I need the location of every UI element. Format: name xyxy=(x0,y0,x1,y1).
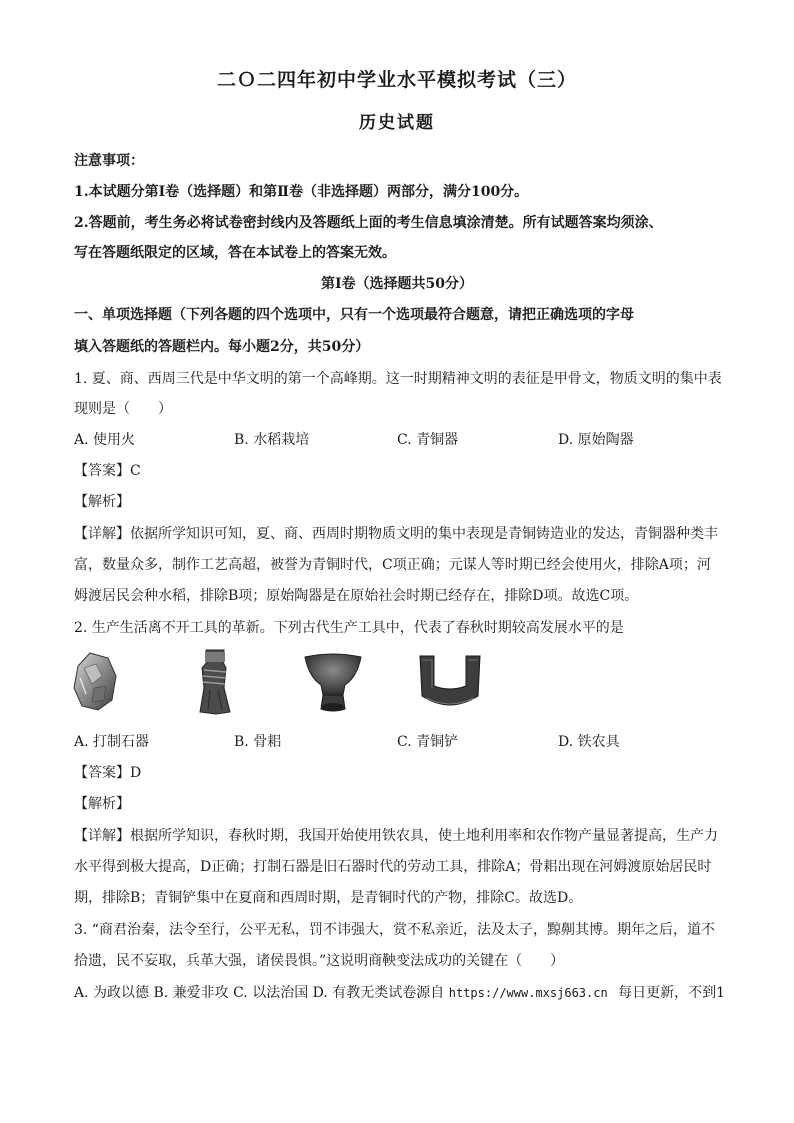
stone-tool-icon xyxy=(72,650,118,712)
q3-stem-line-2: 拾遗，民不妄取，兵革大强，诸侯畏惧。”这说明商鞅变法成功的关键在（ ） xyxy=(74,953,565,969)
q1-detail-line-3: 姆渡居民会种水稻，排除B项；原始陶器是在原始社会时期已经存在，排除D项。故选C项。 xyxy=(74,588,639,604)
q2-stem: 2. 生产生活离不开工具的革新。下列古代生产工具中，代表了春秋时期较高发展水平的是 xyxy=(74,620,624,636)
q3-stem-line-1: 3. “商君治秦，法令至行，公平无私，罚不讳强大，赏不私亲近，法及太子，黥劓其博。期年之后，道不 xyxy=(74,922,715,938)
q1-detail-line-2: 富，数量众多，制作工艺高超，被誉为青铜时代，C项正确；元谋人等时期已经会使用火，排除A项；河 xyxy=(74,557,711,573)
part-instruction-line-1: 一、单项选择题（下列各题的四个选项中，只有一个选项最符合题意，请把正确选项的字母 xyxy=(74,307,634,323)
q1-stem-line-2: 现则是（ ） xyxy=(74,401,172,417)
q1-option-c: C. 青铜器 xyxy=(397,432,459,448)
notes-item-2-line-1: 2.答题前，考生务必将试卷密封线内及答题纸上面的考生信息填涂清楚。所有试题答案均须涂、 xyxy=(74,215,663,231)
q2-detail-line-3: 期，排除B；青铜铲集中在夏商和西周时期，是青铜时代的产物，排除C。故选D。 xyxy=(74,890,583,906)
q1-option-b: B. 水稻栽培 xyxy=(234,432,310,448)
q2-detail-line-1: 【详解】根据所学知识，春秋时期，我国开始使用铁农具，使土地利用率和农作物产量显著提高，生产力 xyxy=(74,828,718,844)
page-subtitle: 历史试题 xyxy=(359,113,435,133)
q3-options: A. 为政以德 B. 兼爱非攻 C. 以法治国 D. 有教无类 xyxy=(74,985,389,1001)
q2-option-b: B. 骨耜 xyxy=(234,734,282,750)
watermark-suffix: 每日更新，不到1 xyxy=(618,985,726,1001)
part-instruction-line-2: 填入答题纸的答题栏内。每小题2分，共50分） xyxy=(74,339,370,355)
q1-option-d: D. 原始陶器 xyxy=(558,432,634,448)
bronze-shovel-icon xyxy=(301,651,365,713)
q1-option-a: A. 使用火 xyxy=(74,432,136,448)
page-title: 二Ｏ二四年初中学业水平模拟考试（三） xyxy=(216,69,577,91)
q3-options-and-watermark xyxy=(74,984,725,1002)
notes-item-1: 1.本试题分第Ⅰ卷（选择题）和第Ⅱ卷（非选择题）两部分，满分100分。 xyxy=(74,184,529,200)
q2-analysis-label: 【解析】 xyxy=(74,796,130,812)
q2-option-a: A. 打制石器 xyxy=(74,734,150,750)
q2-detail-line-2: 水平得到极大提高，D正确；打制石器是旧石器时代的劳动工具，排除A；骨耜出现在河姆渡原始居民时 xyxy=(74,859,712,875)
watermark-prefix: 试卷源自 xyxy=(388,985,445,1001)
q1-detail-line-1: 【详解】依据所学知识可知，夏、商、西周时期物质文明的集中表现是青铜铸造业的发达，青铜器种类丰 xyxy=(74,526,718,542)
bone-spade-icon xyxy=(190,648,240,716)
q2-answer: 【答案】D xyxy=(74,765,142,781)
notes-item-2-line-2: 写在答题纸限定的区域，答在本试卷上的答案无效。 xyxy=(74,245,396,261)
notes-heading: 注意事项： xyxy=(74,153,144,169)
q2-option-d: D. 铁农具 xyxy=(558,734,620,750)
q2-option-c: C. 青铜铲 xyxy=(397,734,459,750)
volume-title: 第Ⅰ卷（选择题共50分） xyxy=(320,276,474,292)
q1-answer: 【答案】C xyxy=(74,463,141,479)
q1-analysis-label: 【解析】 xyxy=(74,494,130,510)
iron-farm-tool-icon xyxy=(416,652,484,712)
watermark-url[interactable]: https://www.mxsj663.cn xyxy=(448,986,608,1000)
q1-stem-line-1: 1. 夏、商、西周三代是中华文明的第一个高峰期。这一时期精神文明的表征是甲骨文，物质文明的集中表 xyxy=(74,371,722,387)
